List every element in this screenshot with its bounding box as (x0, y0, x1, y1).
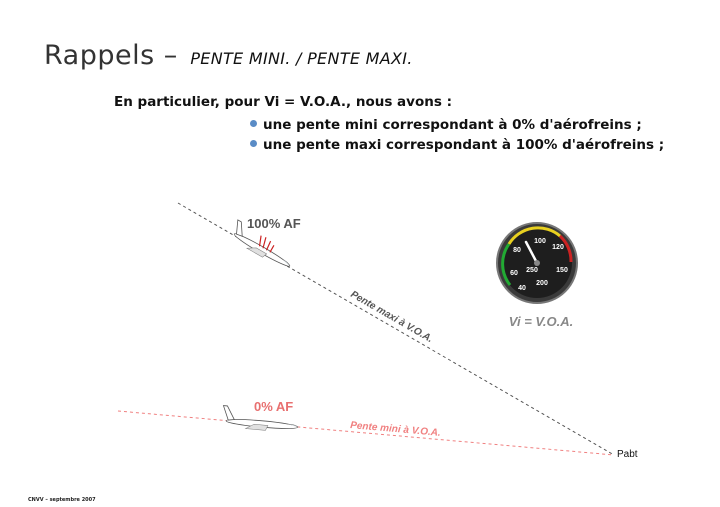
title-main: Rappels – (44, 40, 178, 71)
title-subtitle: PENTE MINI. / PENTE MAXI. (190, 49, 413, 68)
label-indicator: Vi = V.O.A. (508, 314, 574, 329)
intro-text: En particulier, pour Vi = V.O.A., nous avons : (114, 94, 452, 110)
dial-number: 200 (536, 280, 548, 287)
label-pente-mini: Pente mini à V.O.A. (349, 420, 442, 439)
dial-number: 250 (526, 267, 538, 274)
label-pente-maxi: Pente maxi à V.O.A. (348, 289, 435, 346)
airspeed-indicator-icon (497, 223, 577, 303)
label-point-abt: Pabt (617, 449, 638, 460)
dial-number: 150 (556, 267, 568, 274)
label-100-af: 100% AF (247, 216, 301, 231)
label-0-af: 0% AF (254, 399, 294, 414)
footer-credit: CNVV – septembre 2007 (28, 497, 96, 503)
dial-number: 60 (510, 270, 518, 277)
bullet-text: une pente mini correspondant à 0% d'aérofreins ; (263, 117, 642, 133)
dial-number: 80 (513, 247, 521, 254)
dial-number: 40 (518, 285, 526, 292)
pente-mini-line (118, 411, 614, 455)
dial-number: 100 (534, 238, 546, 245)
bullet-text: une pente maxi correspondant à 100% d'aérofreins ; (263, 137, 665, 153)
dial-number: 120 (552, 244, 564, 251)
